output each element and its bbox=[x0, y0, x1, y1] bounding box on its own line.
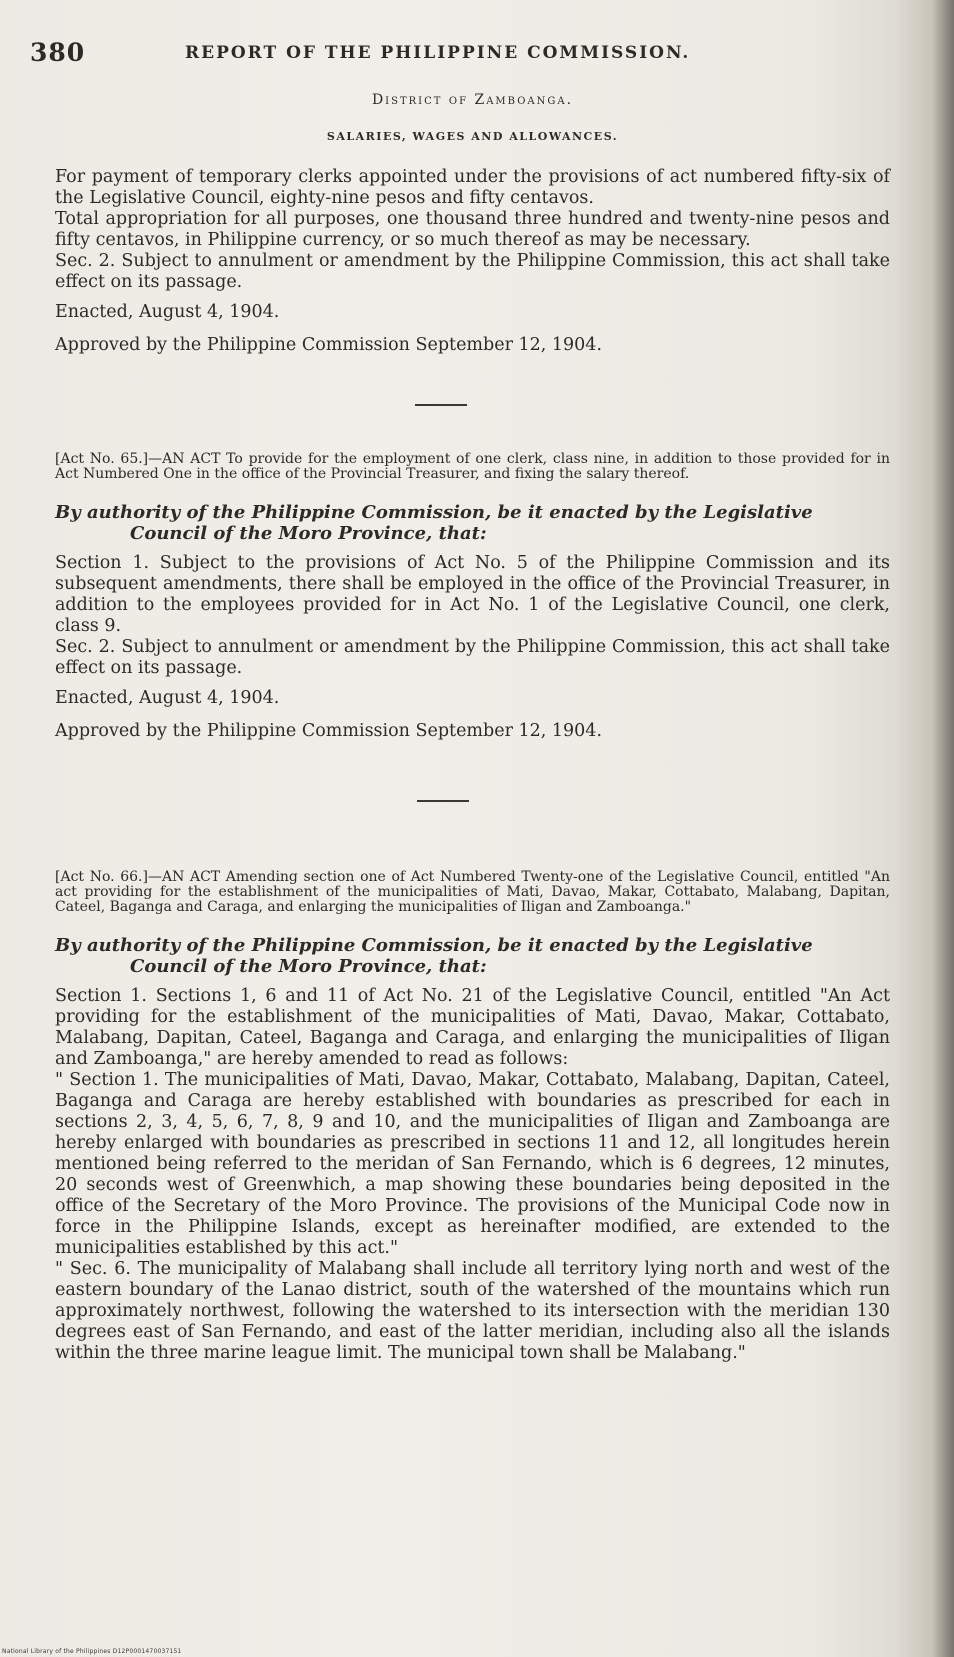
act-65-sec-2: Sec. 2. Subject to annulment or amendment by the Philippine Commission, this act shall take effect on its passage. bbox=[55, 637, 890, 678]
enacting-clause-line-2: Council of the Moro Province, that: bbox=[130, 523, 487, 544]
district-heading: District of Zamboanga. bbox=[371, 92, 574, 108]
act-65-enacted-line: Enacted, August 4, 1904. bbox=[55, 688, 280, 708]
section-divider bbox=[417, 800, 469, 802]
enacting-clause-line-1: By authority of the Philippine Commission, be it enacted by the Legislative bbox=[55, 935, 813, 956]
act-65-approved-line: Approved by the Philippine Commission September 12, 1904. bbox=[55, 721, 603, 741]
page-number: 380 bbox=[30, 38, 86, 67]
act-66-enacting-clause bbox=[55, 935, 890, 977]
page-gutter-shadow bbox=[932, 0, 954, 1657]
act-66-amended-section-6: " Sec. 6. The municipality of Malabang shall include all territory lying north and west of the eastern boundary of the Lanao district, south of the watershed of the mountains which run approximately northwest, following the watershed to its intersection with the meridian 130 degrees east of San Fernando, and east of the latter meridian, including also all the islands within the three marine league limit. The municipal town shall be Malabang." bbox=[55, 1259, 890, 1363]
section-divider bbox=[415, 404, 467, 406]
act-66-heading: [Act No. 66.]—AN ACT Amending section one of Act Numbered Twenty-one of the Legislative Council, entitled "An act providing for the establishment of the municipalities of Mati, Davao, Makar, Cottabato, Malabang, Dapitan, Cateel, Baganga and Caraga, and enlarging the municipalities of Iligan and Zamboanga." bbox=[55, 869, 890, 915]
enacting-clause-line-1: By authority of the Philippine Commission, be it enacted by the Legislative bbox=[55, 502, 813, 523]
approved-line: Approved by the Philippine Commission September 12, 1904. bbox=[55, 335, 603, 355]
enacted-line: Enacted, August 4, 1904. bbox=[55, 302, 280, 322]
scan-credit-footer: National Library of the Philippines D12P0001470037151 bbox=[2, 1648, 182, 1655]
act-65-section-1: Section 1. Subject to the provisions of Act No. 5 of the Philippine Commission and its subsequent amendments, there shall be employed in the office of the Provincial Treasurer, in addition to the employees provided for in Act No. 1 of the Legislative Council, one clerk, class 9. bbox=[55, 553, 890, 636]
page-content bbox=[30, 38, 890, 1364]
running-head: REPORT OF THE PHILIPPINE COMMISSION. bbox=[185, 43, 691, 63]
act-65-heading: [Act No. 65.]—AN ACT To provide for the employment of one clerk, class nine, in addition to those provided for in Act Numbered One in the office of the Provincial Treasurer, and fixing the salary thereof. bbox=[55, 451, 890, 482]
paragraph-total-appropriation: Total appropriation for all purposes, one thousand three hundred and twenty-nine pesos and fifty centavos, in Philippine currency, or so much thereof as may be necessary. bbox=[55, 209, 890, 250]
act-66-amended-section-1: " Section 1. The municipalities of Mati, Davao, Makar, Cottabato, Malabang, Dapitan, Cateel, Baganga and Caraga are hereby established with boundaries as prescribed for each in sections 2, 3, 4, 5, 6, 7, 8, 9 and 10, and the municipalities of Iligan and Zamboanga are hereby enlarged with boundaries as prescribed in sections 11 and 12, all longitudes herein mentioned being referred to the meridan of San Fernando, which is 6 degrees, 12 minutes, 20 seconds west of Greenwhich, a map showing these boundaries being deposited in the office of the Secretary of the Moro Province. The provisions of the Municipal Code now in force in the Philippine Islands, except as hereinafter modified, are extended to the municipalities established by this act." bbox=[55, 1070, 890, 1258]
paragraph-temporary-clerks: For payment of temporary clerks appointed under the provisions of act numbered fifty-six of the Legislative Council, eighty-nine pesos and fifty centavos. bbox=[55, 167, 890, 208]
page-header bbox=[30, 38, 890, 70]
enacting-clause-line-2: Council of the Moro Province, that: bbox=[130, 956, 487, 977]
act-65-enacting-clause bbox=[55, 502, 890, 544]
paragraph-sec2: Sec. 2. Subject to annulment or amendment by the Philippine Commission, this act shall take effect on its passage. bbox=[55, 251, 890, 292]
act-66-section-1: Section 1. Sections 1, 6 and 11 of Act No. 21 of the Legislative Council, entitled "An Act providing for the establishment of the municipalities of Mati, Davao, Makar, Cottabato, Malabang, Dapitan, Cateel, Baganga and Caraga, and enlarging the municipalities of Iligan and Zamboanga," are hereby amended to read as follows: bbox=[55, 986, 890, 1069]
salaries-subheading: SALARIES, WAGES AND ALLOWANCES. bbox=[326, 130, 619, 143]
